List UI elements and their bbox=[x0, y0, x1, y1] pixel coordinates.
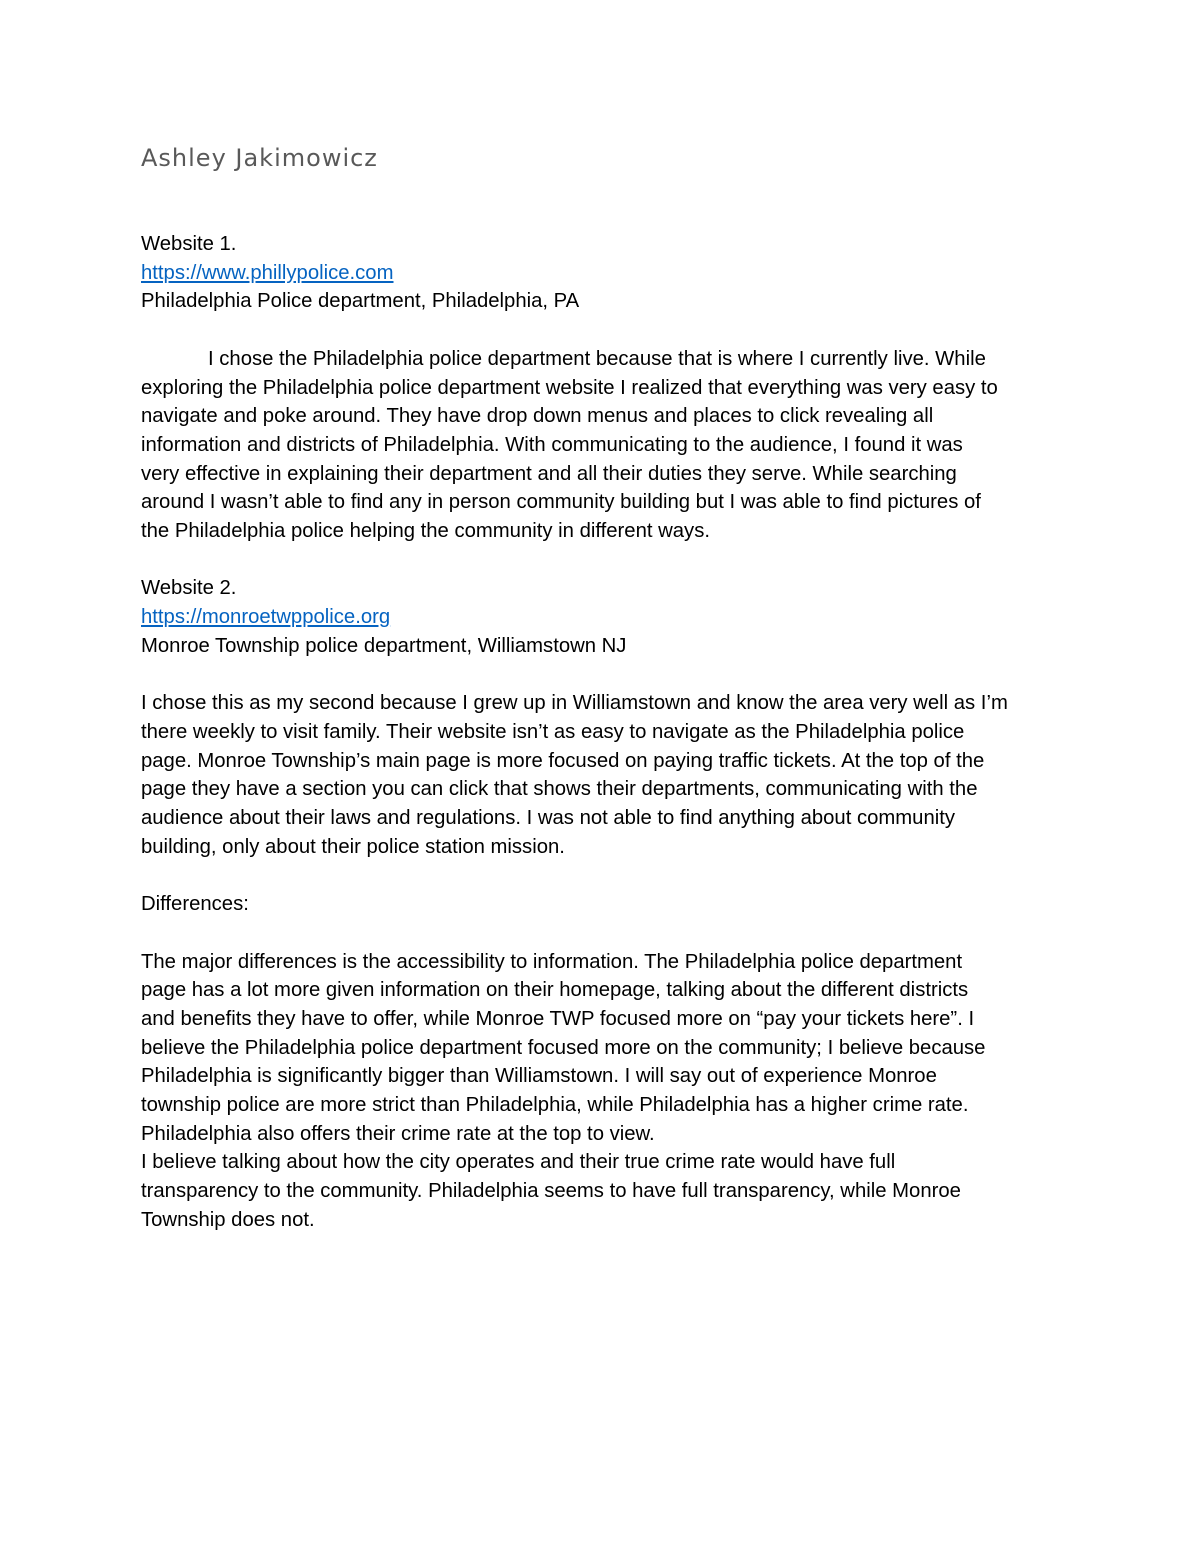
paragraph-line: believe the Philadelphia police department focused more on the community; I believe because bbox=[141, 1036, 986, 1059]
paragraph-line: building, only about their police station mission. bbox=[141, 835, 565, 858]
paragraph-line: Township does not. bbox=[141, 1208, 315, 1231]
paragraph-line: the Philadelphia police helping the community in different ways. bbox=[141, 520, 710, 543]
differences-paragraph-2 bbox=[141, 1148, 1071, 1234]
paragraph-line: transparency to the community. Philadelphia seems to have full transparency, while Monroe bbox=[141, 1180, 961, 1203]
paragraph-line: page they have a section you can click that shows their departments, communicating with the bbox=[141, 778, 978, 801]
paragraph-line: I chose this as my second because I grew up in Williamstown and know the area very well as I’m bbox=[141, 692, 1008, 715]
spacer bbox=[141, 919, 1071, 948]
document-body bbox=[141, 230, 1071, 1235]
spacer bbox=[141, 546, 1071, 575]
paragraph-line: The major differences is the accessibility to information. The Philadelphia police department bbox=[141, 950, 963, 973]
paragraph-line: navigate and poke around. They have drop down menus and places to click revealing all bbox=[141, 405, 934, 428]
paragraph-line: I chose the Philadelphia police department because that is where I currently live. While bbox=[208, 347, 986, 370]
paragraph-line: and benefits they have to offer, while Monroe TWP focused more on “pay your tickets here”. I bbox=[141, 1007, 975, 1030]
paragraph-line: exploring the Philadelphia police department website I realized that everything was very easy to bbox=[141, 376, 998, 399]
spacer bbox=[141, 316, 1071, 345]
website2-link[interactable]: https://monroetwppolice.org bbox=[141, 606, 391, 629]
paragraph-line: page has a lot more given information on their homepage, talking about the different districts bbox=[141, 979, 969, 1002]
spacer bbox=[141, 661, 1071, 690]
paragraph-line: Philadelphia is significantly bigger than Williamstown. I will say out of experience Monroe bbox=[141, 1065, 937, 1088]
differences-heading: Differences: bbox=[141, 893, 249, 916]
website2-name: Monroe Township police department, Williamstown NJ bbox=[141, 634, 627, 657]
paragraph-line: around I wasn’t able to find any in person community building but I was able to find pictures of bbox=[141, 491, 981, 514]
paragraph-line: information and districts of Philadelphia. With communicating to the audience, I found it was bbox=[141, 433, 963, 456]
website2-paragraph bbox=[141, 689, 1071, 861]
author-name: Ashley Jakimowicz bbox=[141, 144, 378, 172]
paragraph-line: very effective in explaining their department and all their duties they serve. While searching bbox=[141, 462, 957, 485]
paragraph-line: I believe talking about how the city operates and their true crime rate would have full bbox=[141, 1151, 896, 1174]
paragraph-line: Philadelphia also offers their crime rate at the top to view. bbox=[141, 1122, 655, 1145]
paragraph-line: township police are more strict than Philadelphia, while Philadelphia has a higher crime rate. bbox=[141, 1094, 969, 1117]
paragraph-line: page. Monroe Township’s main page is more focused on paying traffic tickets. At the top of the bbox=[141, 749, 985, 772]
website1-heading: Website 1. bbox=[141, 233, 237, 255]
paragraph-line: audience about their laws and regulations. I was not able to find anything about community bbox=[141, 807, 956, 830]
website1-paragraph bbox=[141, 345, 1071, 546]
website1-link[interactable]: https://www.phillypolice.com bbox=[141, 261, 394, 284]
website2-heading: Website 2. bbox=[141, 577, 237, 600]
paragraph-line: there weekly to visit family. Their website isn’t as easy to navigate as the Philadelphia police bbox=[141, 720, 965, 743]
spacer bbox=[141, 861, 1071, 890]
differences-paragraph-1 bbox=[141, 948, 1071, 1149]
website1-name: Philadelphia Police department, Philadelphia, PA bbox=[141, 290, 580, 313]
